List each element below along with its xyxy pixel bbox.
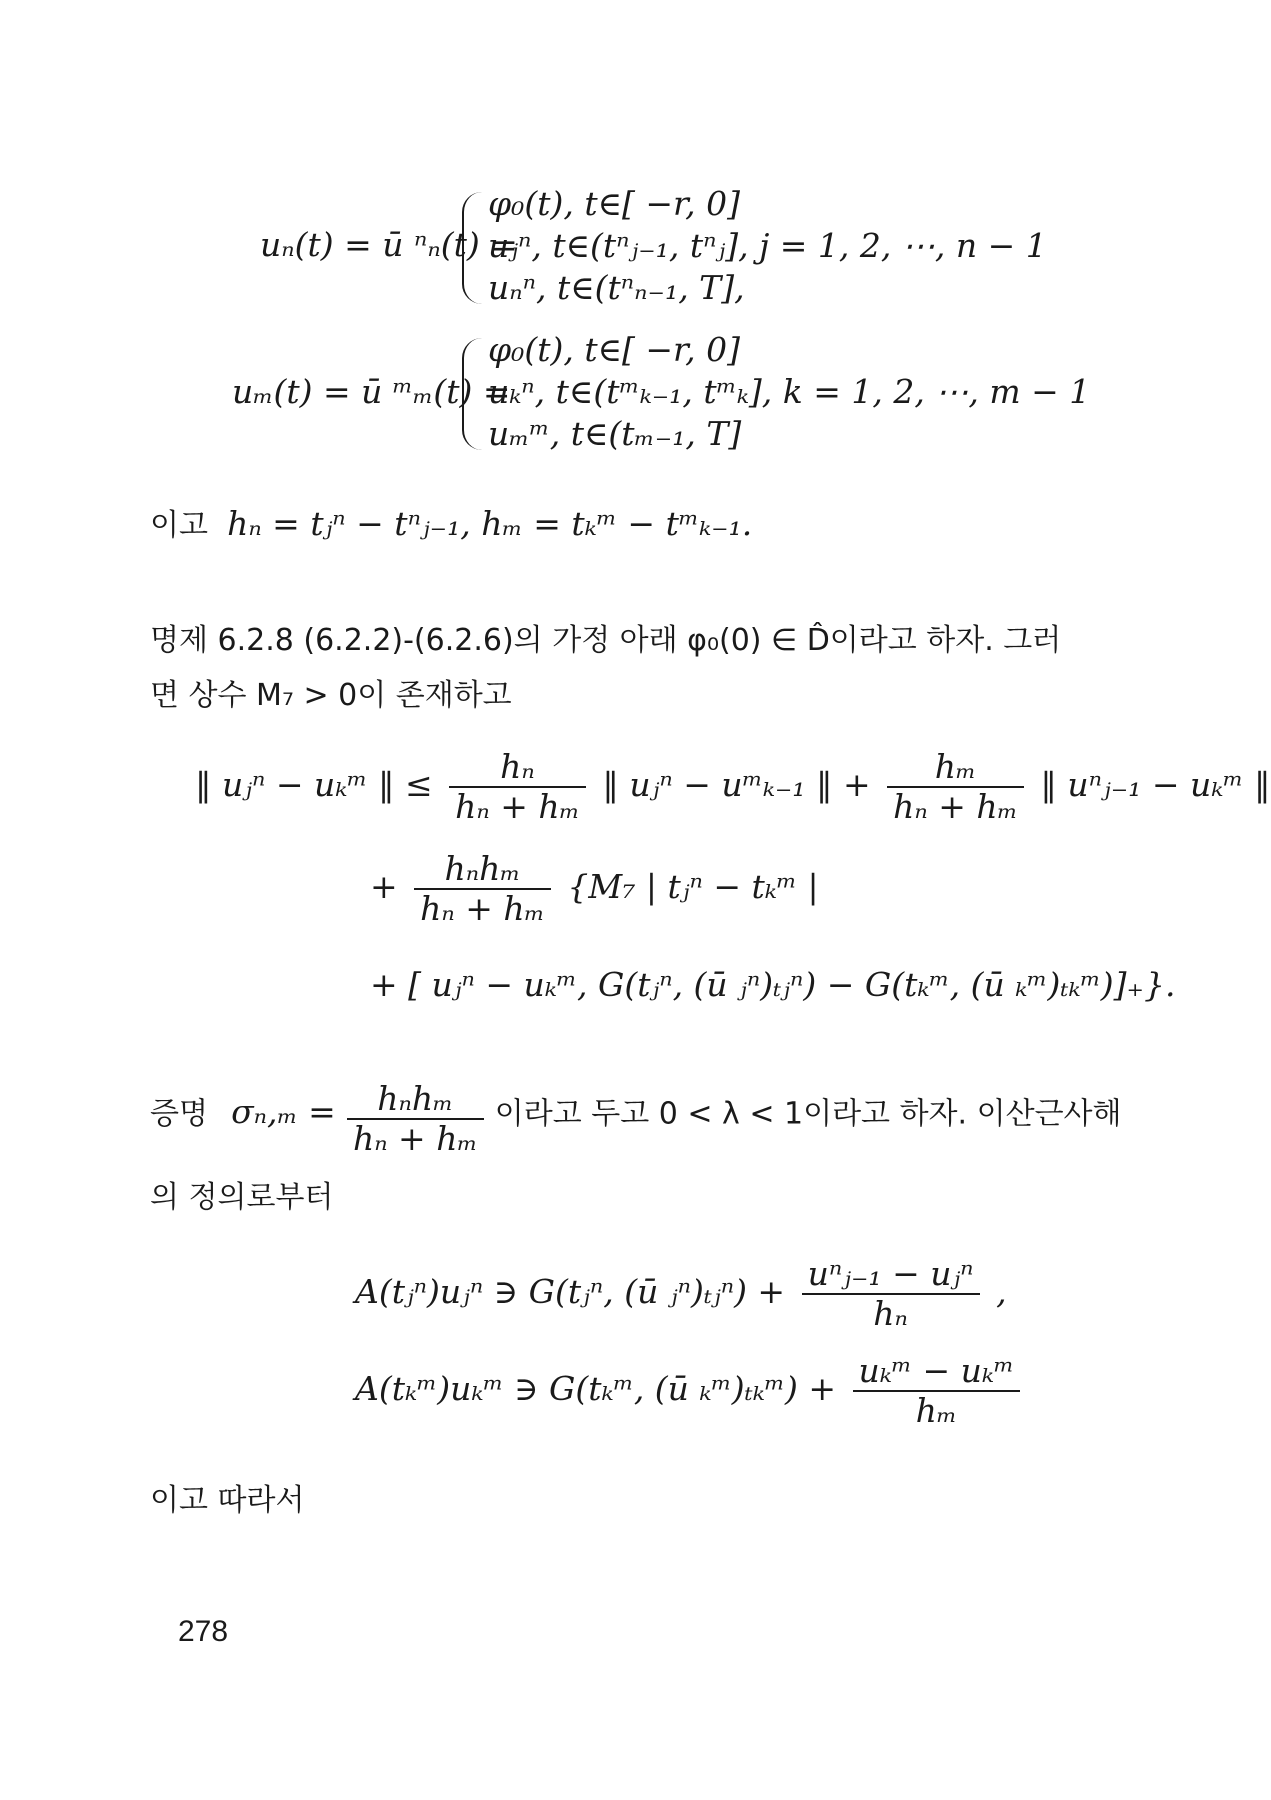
def-un-brace — [462, 192, 482, 304]
ineq-fraction-1 — [449, 748, 586, 826]
eq-A-l1: A(tⱼⁿ)uⱼⁿ ∋ G(tⱼⁿ, (ū ⱼⁿ)ₜⱼⁿ) + — [355, 1271, 786, 1311]
eq-A-f2-den: hₘ — [915, 1390, 958, 1430]
ineq-f1-num: hₙ — [449, 748, 586, 788]
proof-label: 증명 — [150, 1096, 208, 1132]
ineq-term-2: ‖ uⁿⱼ₋₁ − uₖᵐ ‖ — [1040, 764, 1271, 804]
proof-f-num: hₙhₘ — [347, 1080, 484, 1120]
eq-A-line-2 — [355, 1352, 1026, 1430]
ineq-line-1 — [195, 748, 1271, 826]
eq-A-fraction-1 — [802, 1255, 980, 1333]
proposition-line-2: 면 상수 M₇ > 0이 존재하고 — [150, 678, 512, 713]
def-un-lhs: uₙ(t) = ū ⁿₙ(t) = — [260, 225, 518, 264]
h-definition-line — [150, 500, 752, 544]
def-um-case1: φ₀(t), t∈[ −r, 0] — [488, 330, 741, 369]
ineq-term-3: {M₇ | tⱼⁿ − tₖᵐ | — [567, 866, 819, 906]
ineq-f1-den: hₙ + hₘ — [455, 786, 580, 826]
eq-A-l2: A(tₖᵐ)uₖᵐ ∋ G(tₖᵐ, (ū ₖᵐ)ₜₖᵐ) + — [355, 1368, 836, 1408]
def-um-brace — [462, 338, 482, 450]
eq-A-f1-num: uⁿⱼ₋₁ − uⱼⁿ — [802, 1255, 980, 1295]
def-un-case2: uⱼⁿ, t∈(tⁿⱼ₋₁, tⁿⱼ], j = 1, 2, ⋯, n − 1 — [488, 226, 1047, 265]
ineq-plus: + — [370, 866, 398, 906]
proposition-line-1: 명제 6.2.8 (6.2.2)-(6.2.6)의 가정 아래 φ₀(0) ∈ D̂이라고 하자. 그러 — [150, 623, 1062, 658]
ineq-f2-num: hₘ — [887, 748, 1024, 788]
eq-A-f2-num: uₖᵐ − uₖᵐ — [853, 1352, 1021, 1392]
proof-sigma: σₙ,ₘ = — [231, 1092, 336, 1132]
def-um-lhs: uₘ(t) = ū ᵐₘ(t) = — [232, 372, 511, 411]
proof-line-1 — [150, 1080, 1122, 1158]
h-line-prefix: 이고 — [150, 508, 208, 543]
proof-text: 이라고 두고 0 < λ < 1이라고 하자. 이산근사해 — [494, 1096, 1122, 1132]
eq-A-line-1 — [355, 1255, 1007, 1333]
def-um-case2: uₖⁿ, t∈(tᵐₖ₋₁, tᵐₖ], k = 1, 2, ⋯, m − 1 — [488, 372, 1091, 411]
ineq-line-2 — [370, 850, 819, 928]
ineq-fraction-3 — [414, 850, 551, 928]
def-um-case3: uₘᵐ, t∈(tₘ₋₁, T] — [488, 414, 742, 453]
ineq-f3-den: hₙ + hₘ — [420, 888, 545, 928]
page-number: 278 — [178, 1615, 229, 1648]
eq-A-f1-den: hₙ — [873, 1293, 908, 1333]
proof-f-den: hₙ + hₘ — [352, 1118, 478, 1158]
ineq-fraction-2 — [887, 748, 1024, 826]
ineq-f3-num: hₙhₘ — [414, 850, 551, 890]
ineq-line-3: + [ uⱼⁿ − uₖᵐ, G(tⱼⁿ, (ū ⱼⁿ)ₜⱼⁿ) − G(tₖᵐ, (ū ₖᵐ)ₜₖᵐ)]₊}. — [370, 965, 1176, 1004]
proof-fraction — [347, 1080, 484, 1158]
eq-A-fraction-2 — [853, 1352, 1021, 1430]
closing-text: 이고 따라서 — [150, 1483, 305, 1518]
ineq-f2-den: hₙ + hₘ — [893, 786, 1018, 826]
def-un-case1: φ₀(t), t∈[ −r, 0] — [488, 184, 741, 223]
proof-line-2: 의 정의로부터 — [150, 1180, 334, 1215]
def-un-case3: uₙⁿ, t∈(tⁿₙ₋₁, T], — [488, 268, 745, 307]
eq-A-comma: , — [996, 1271, 1007, 1311]
ineq-lhs: ‖ uⱼⁿ − uₖᵐ ‖ ≤ — [195, 764, 433, 804]
ineq-term-1: ‖ uⱼⁿ − uᵐₖ₋₁ ‖ + — [602, 764, 871, 804]
h-line-math: hₙ = tⱼⁿ − tⁿⱼ₋₁, hₘ = tₖᵐ − tᵐₖ₋₁. — [227, 504, 753, 543]
